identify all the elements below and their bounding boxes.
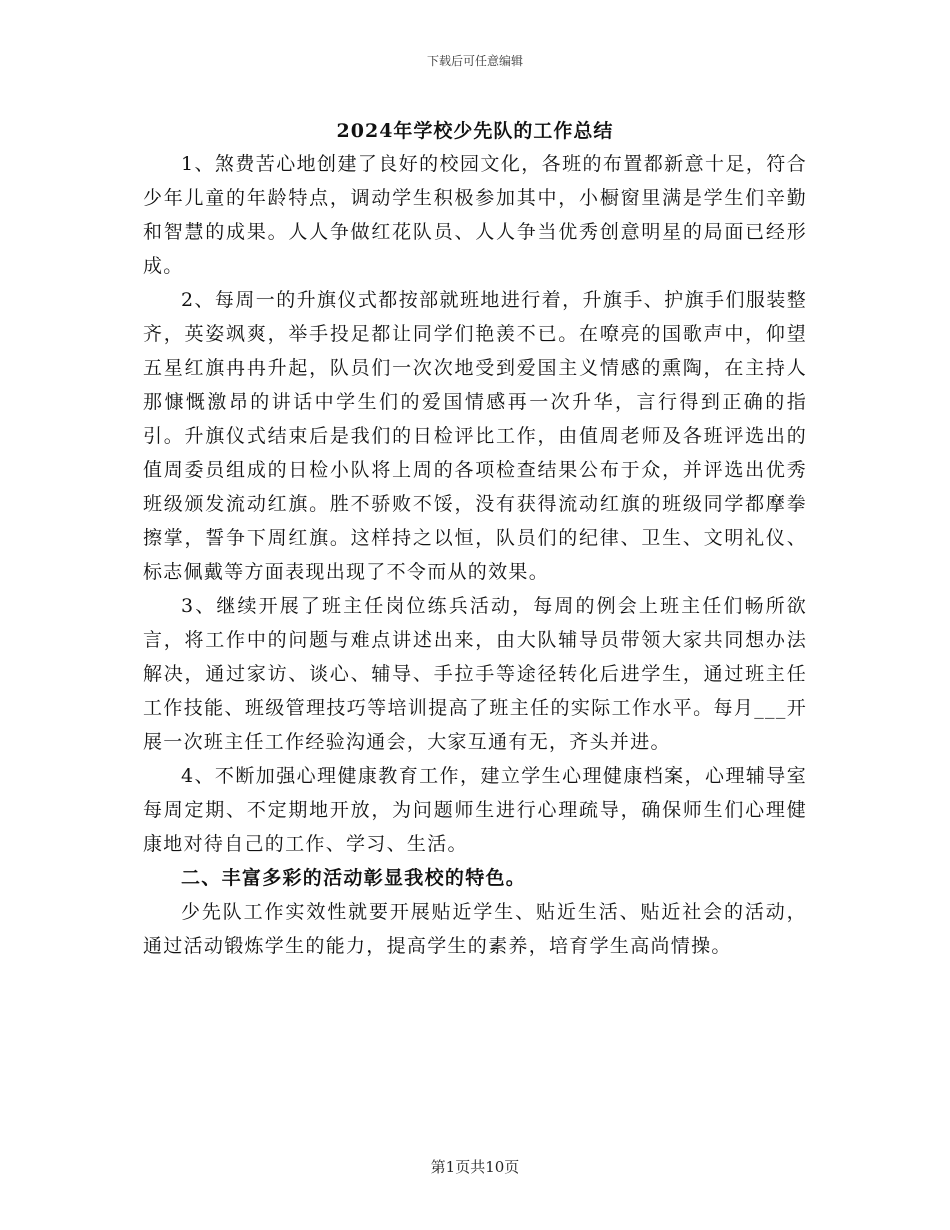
section-heading: 二、丰富多彩的活动彰显我校的特色。	[181, 867, 527, 889]
paragraph-4: 4、不断加强心理健康教育工作，建立学生心理健康档案，心理辅导室每周定期、不定期地开放，为问题师生进行心理疏导，确保师生们心理健康地对待自己的工作、学习、生活。	[143, 765, 807, 855]
page-title: 2024年学校少先队的工作总结	[336, 120, 614, 142]
header-note: 下载后可任意编辑	[426, 54, 523, 68]
paragraph-1: 1、煞费苦心地创建了良好的校园文化，各班的布置都新意十足，符合少年儿童的年龄特点，调动学生积极参加其中，小橱窗里满是学生们辛勤和智慧的成果。人人争做红花队员、人人争当优秀创意明星的局面已经形成。	[143, 153, 807, 277]
paragraph-5: 少先队工作实效性就要开展贴近学生、贴近生活、贴近社会的活动，通过活动锻炼学生的能力，提高学生的素养，培育学生高尚情操。	[143, 901, 807, 957]
paragraph-3: 3、继续开展了班主任岗位练兵活动，每周的例会上班主任们畅所欲言，将工作中的问题与难点讲述出来，由大队辅导员带领大家共同想办法解决，通过家访、谈心、辅导、手拉手等途径转化后进学生，通过班主任工作技能、班级管理技巧等培训提高了班主任的实际工作水平。每月___开展一次班主任工作经验沟通会，大家互通有无，齐头并进。	[143, 595, 807, 753]
page-footer: 第1页共10页	[430, 1158, 520, 1176]
document-body	[143, 147, 807, 963]
paragraph-2: 2、每周一的升旗仪式都按部就班地进行着，升旗手、护旗手们服装整齐，英姿飒爽，举手投足都让同学们艳羡不已。在嘹亮的国歌声中，仰望五星红旗冉冉升起，队员们一次次地受到爱国主义情感的熏陶，在主持人那慷慨激昂的讲话中学生们的爱国情感再一次升华，言行得到正确的指引。升旗仪式结束后是我们的日检评比工作，由值周老师及各班评选出的值周委员组成的日检小队将上周的各项检查结果公布于众，并评选出优秀班级颁发流动红旗。胜不骄败不馁，没有获得流动红旗的班级同学都摩拳擦掌，誓争下周红旗。这样持之以恒，队员们的纪律、卫生、文明礼仪、标志佩戴等方面表现出现了不令而从的效果。	[143, 289, 807, 583]
